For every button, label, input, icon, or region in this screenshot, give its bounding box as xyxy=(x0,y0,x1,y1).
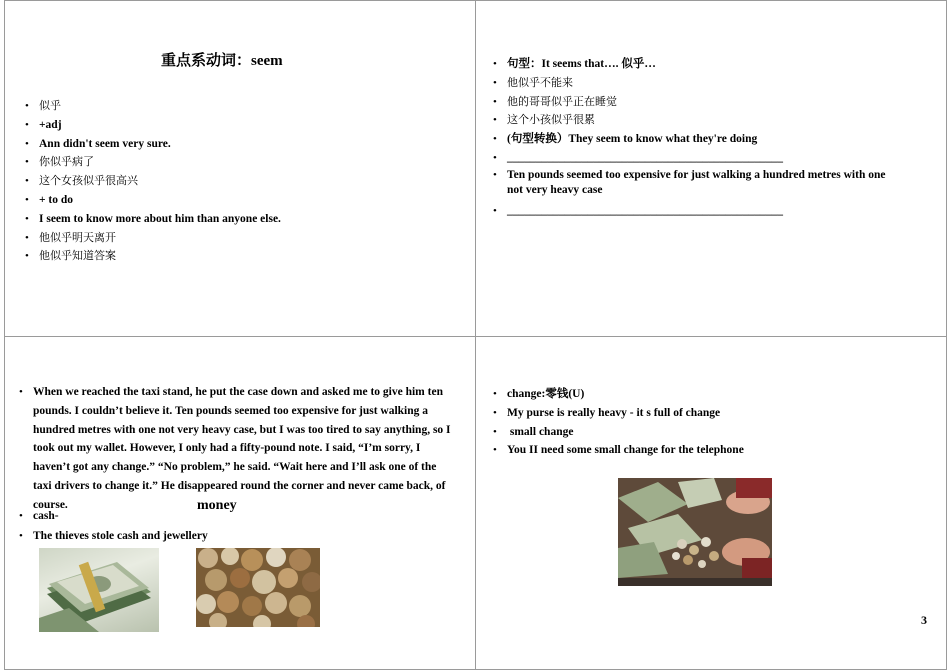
slide-title: 重点系动词：seem xyxy=(161,53,283,69)
slide-3 xyxy=(4,336,476,670)
cash-banknotes-photo xyxy=(39,548,159,632)
story-paragraph-list xyxy=(19,383,451,515)
list-item: • cash- xyxy=(19,507,449,526)
bullet-list xyxy=(493,385,933,460)
list-item: • change:零钱(U) xyxy=(493,385,933,404)
cash-stack-icon xyxy=(39,548,159,632)
list-item: • + to do xyxy=(25,191,465,210)
list-item: • 他似乎不能来 xyxy=(493,74,893,93)
list-item: • 他似乎知道答案 xyxy=(25,247,465,266)
list-item: • Ten pounds seemed too expensive for just walking a hundred metres with one not very heavy case xyxy=(493,168,893,202)
list-item: • (句型转换）They seem to know what they're doing xyxy=(493,130,893,149)
section-title-money: money xyxy=(197,498,237,513)
list-item: • The thieves stole cash and jewellery xyxy=(19,527,449,546)
story-paragraph: • When we reached the taxi stand, he put the case down and asked me to give him ten pounds. I couldn’t believe it. Ten pounds seemed too expensive for just walking a hundred metres with one not very heavy case, but I was too tired to say anything, so I took out my wallet. However, I only had a fifty-pound note. I said, “I’m sorry, I haven’t got any change.” “No problem,” he said. “Wait here and I’ll ask one of the taxi drivers to change it.” He disappeared round the corner and never came back, of course. xyxy=(19,383,451,515)
list-item: • 这个小孩似乎很累 xyxy=(493,111,893,130)
list-item: • small change xyxy=(493,423,933,442)
list-item: • You II need some small change for the telephone xyxy=(493,441,933,460)
slide-4 xyxy=(475,336,947,670)
small-change-photo xyxy=(618,478,772,586)
list-item: • 他的哥哥似乎正在睡觉 xyxy=(493,93,893,112)
list-item: • ________________________________________________ xyxy=(493,149,893,168)
list-item: • 句型：It seems that…. 似乎… xyxy=(493,55,893,74)
slide-1 xyxy=(4,0,476,337)
list-item: • I seem to know more about him than anyone else. xyxy=(25,210,465,229)
page-number: 3 xyxy=(921,613,927,627)
list-item: • My purse is really heavy - it s full of change xyxy=(493,404,933,423)
money-on-table-icon xyxy=(618,478,772,586)
bullet-list xyxy=(25,97,465,266)
bullet-list xyxy=(493,55,893,221)
list-item: • 似乎 xyxy=(25,97,465,116)
list-item: • 这个女孩似乎很高兴 xyxy=(25,172,465,191)
coins-pile-icon xyxy=(196,548,320,627)
list-item: • Ann didn't seem very sure. xyxy=(25,135,465,154)
bullet-list xyxy=(19,507,449,546)
list-item: • ________________________________________________ xyxy=(493,202,893,221)
list-item: • 他似乎明天离开 xyxy=(25,229,465,248)
list-item: • +adj xyxy=(25,116,465,135)
list-item: • 你似乎病了 xyxy=(25,153,465,172)
coins-photo xyxy=(196,548,320,627)
slide-2 xyxy=(475,0,947,337)
